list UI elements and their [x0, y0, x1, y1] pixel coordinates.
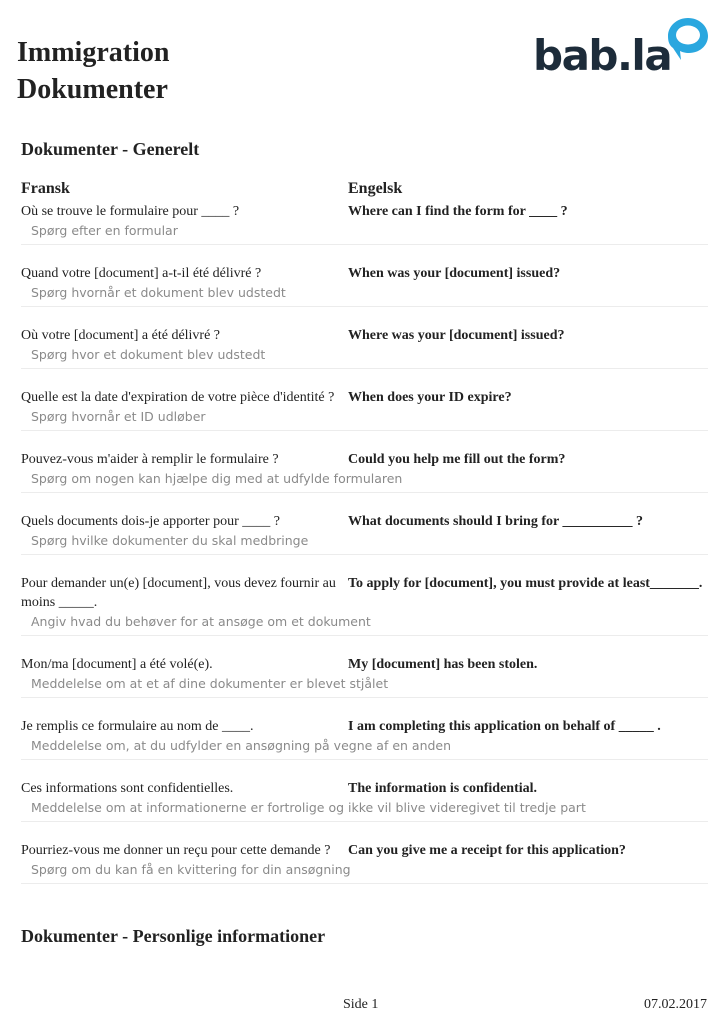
- phrase-list: [21, 202, 708, 903]
- french-phrase: Quelle est la date d'expiration de votre pièce d'identité ?: [21, 390, 335, 405]
- usage-note: Meddelelse om at et af dine dokumenter er blevet stjålet: [31, 676, 389, 691]
- phrase-entry: [21, 202, 708, 245]
- usage-note: Meddelelse om, at du udfylder en ansøgning på vegne af en anden: [31, 738, 452, 753]
- usage-note: Angiv hvad du behøver for at ansøge om et dokument: [31, 614, 371, 629]
- french-phrase: Je remplis ce formulaire au nom de ____.: [21, 719, 254, 734]
- section-heading-personal: Dokumenter - Personlige informationer: [21, 926, 326, 946]
- french-phrase: Où votre [document] a été délivré ?: [21, 328, 221, 343]
- french-phrase: Pouvez-vous m'aider à remplir le formulaire ?: [21, 452, 279, 467]
- english-phrase: The information is confidential.: [348, 781, 538, 796]
- english-phrase: I am completing this application on behalf of _____ .: [348, 719, 661, 734]
- usage-note: Spørg hvilke dokumenter du skal medbringe: [31, 533, 309, 548]
- english-phrase: What documents should I bring for __________ ?: [348, 514, 643, 529]
- usage-note: Spørg om du kan få en kvittering for din ansøgning: [31, 862, 351, 877]
- column-header-english: Engelsk: [348, 180, 403, 197]
- english-phrase: Where was your [document] issued?: [348, 328, 565, 343]
- english-phrase: My [document] has been stolen.: [348, 657, 538, 672]
- babla-logo: [533, 16, 711, 82]
- phrase-entry: [21, 717, 708, 760]
- phrase-entry: [21, 512, 708, 555]
- french-phrase: Quand votre [document] a-t-il été délivré ?: [21, 266, 262, 281]
- english-phrase: Where can I find the form for ____ ?: [348, 204, 568, 219]
- usage-note: Spørg om nogen kan hjælpe dig med at udfylde formularen: [31, 471, 403, 486]
- french-phrase: Quels documents dois-je apporter pour ____ ?: [21, 514, 280, 529]
- document-title: [17, 34, 317, 108]
- phrase-entry: [21, 779, 708, 822]
- usage-note: Meddelelse om at informationerne er fortrolige og ikke vil blive videregivet til tredje part: [31, 800, 586, 815]
- usage-note: Spørg hvornår et dokument blev udstedt: [31, 285, 286, 300]
- french-phrase: Ces informations sont confidentielles.: [21, 781, 234, 796]
- usage-note: Spørg hvornår et ID udløber: [31, 409, 206, 424]
- column-header-french: Fransk: [21, 180, 70, 197]
- english-phrase: Can you give me a receipt for this application?: [348, 843, 626, 858]
- title-line-1: Immigration: [17, 37, 170, 68]
- english-phrase: When was your [document] issued?: [348, 266, 561, 281]
- french-phrase: Mon/ma [document] a été volé(e).: [21, 657, 213, 672]
- english-phrase: When does your ID expire?: [348, 390, 512, 405]
- logo-text: bab.la: [533, 31, 672, 80]
- usage-note: Spørg efter en formular: [31, 223, 178, 238]
- phrase-entry: [21, 841, 708, 884]
- french-phrase: Où se trouve le formulaire pour ____ ?: [21, 204, 240, 219]
- french-phrase: Pourriez-vous me donner un reçu pour cette demande ?: [21, 843, 331, 858]
- section-heading-general: Dokumenter - Generelt: [21, 139, 200, 159]
- english-phrase: To apply for [document], you must provide at least_______.: [348, 576, 703, 591]
- usage-note: Spørg hvor et dokument blev udstedt: [31, 347, 266, 362]
- phrase-entry: [21, 264, 708, 307]
- speech-bubble-icon: [665, 16, 711, 62]
- french-phrase: Pour demander un(e) [document], vous devez fournir au moins _____.: [21, 576, 336, 610]
- phrase-entry: [21, 450, 708, 493]
- phrase-entry: [21, 388, 708, 431]
- english-phrase: Could you help me fill out the form?: [348, 452, 566, 467]
- page-number: Side 1: [343, 997, 379, 1012]
- phrase-entry: [21, 326, 708, 369]
- title-line-2: Dokumenter: [17, 74, 168, 105]
- phrase-entry: [21, 574, 708, 636]
- footer-date: 07.02.2017: [644, 997, 707, 1012]
- phrase-entry: [21, 655, 708, 698]
